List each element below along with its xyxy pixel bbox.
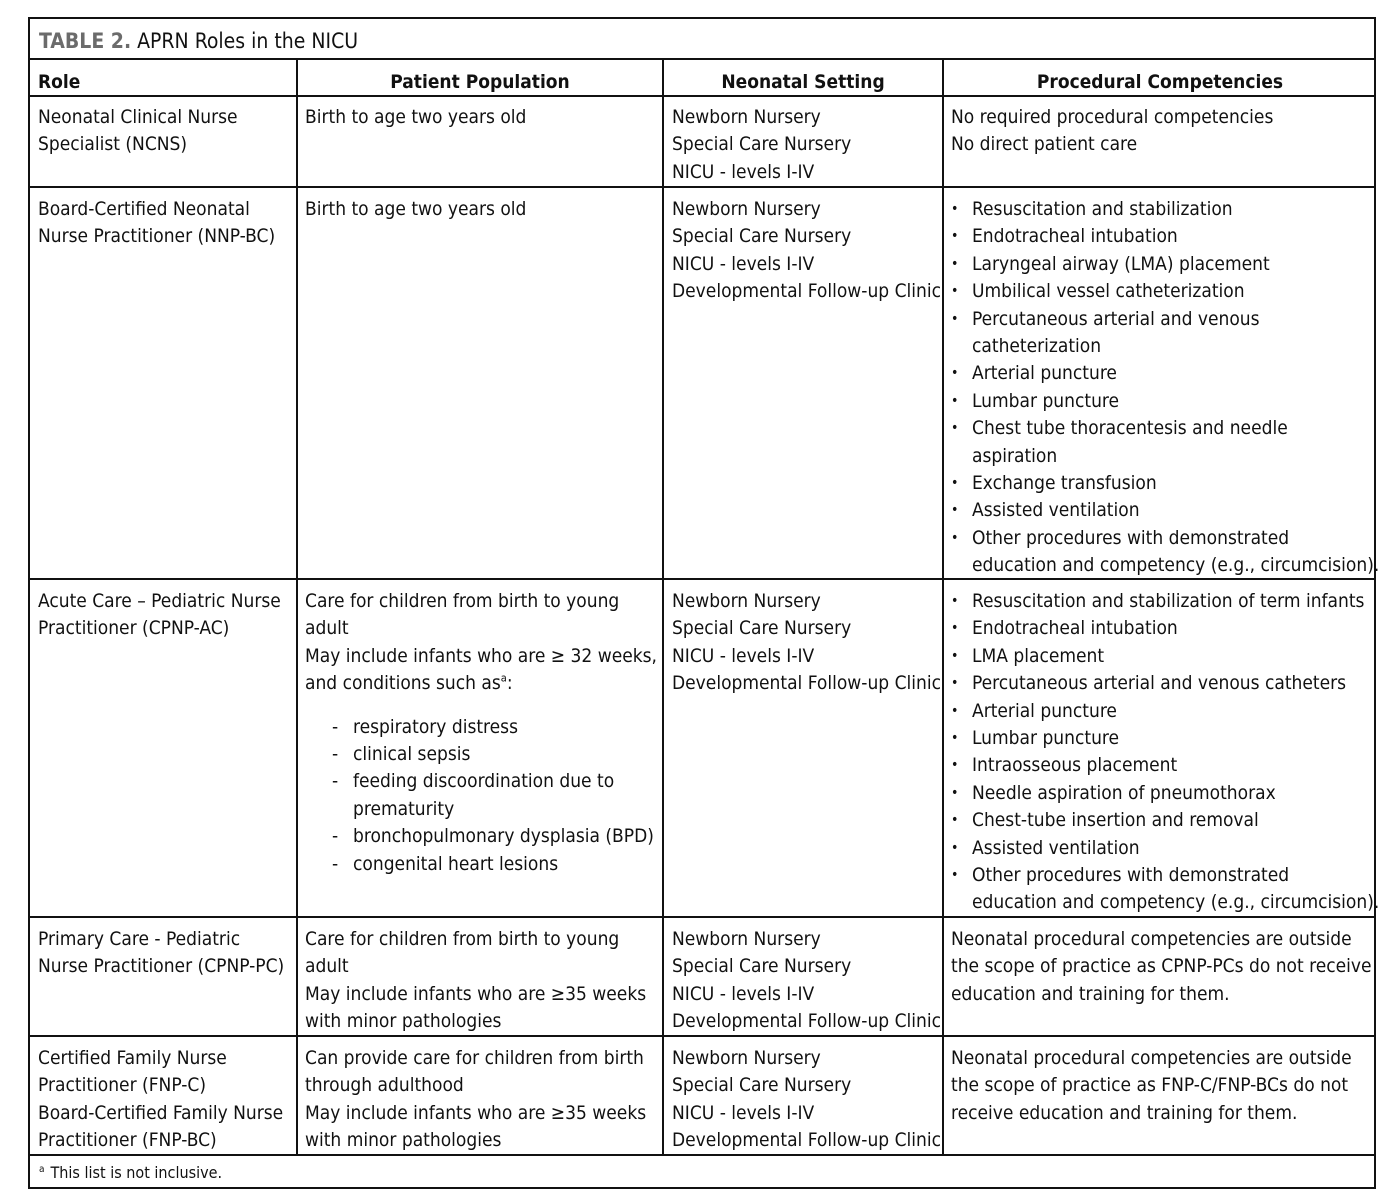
row-cpnp-ac-role: Acute Care – Pediatric Nurse Practitioner (CPNP-AC) <box>38 590 281 640</box>
header-neonatal-setting: Neonatal Setting <box>721 71 885 93</box>
list-item: • Assisted ventilation <box>951 835 1379 862</box>
row-cpnp-ac-competencies <box>951 588 1379 917</box>
row-fnp-population: Can provide care for children from birth through adulthood May include infants who are ≥35 weeks with minor pathologies <box>305 1047 647 1152</box>
title-divider <box>30 58 1374 60</box>
row-nnp-bc-population: Birth to age two years old <box>305 198 527 220</box>
aprn-roles-table <box>28 17 1380 1189</box>
list-item: • Other procedures with demonstrated <box>951 525 1379 552</box>
list-item-continuation: education and competency (e.g., circumcision). <box>972 891 1380 914</box>
footnote-marker: a <box>39 1163 45 1175</box>
header-divider <box>30 95 1374 97</box>
list-item: • Laryngeal airway (LMA) placement <box>951 251 1379 278</box>
list-item: - respiratory distress <box>305 714 657 741</box>
row-divider <box>30 186 1374 188</box>
list-item: • Chest tube thoracentesis and needle <box>951 415 1379 442</box>
list-item: • Arterial puncture <box>951 698 1379 725</box>
list-item-continuation: catheterization <box>972 335 1102 358</box>
list-item: - feeding discoordination due to <box>305 768 657 795</box>
row-nnp-bc-role: Board-Certified Neonatal Nurse Practitioner (NNP-BC) <box>38 198 276 248</box>
row-nnp-bc-competencies <box>951 196 1379 580</box>
row-cpnp-pc-role: Primary Care - Pediatric Nurse Practitioner (CPNP-PC) <box>38 928 285 978</box>
row-cpnp-ac-setting: Newborn Nursery Special Care Nursery NICU - levels I-IV Developmental Follow-up Clinic <box>672 590 941 695</box>
list-item: - clinical sepsis <box>305 741 657 768</box>
table-label: TABLE 2. <box>39 29 132 53</box>
list-item: • Chest-tube insertion and removal <box>951 807 1379 834</box>
row-cpnp-ac-population: Care for children from birth to young adult May include infants who are ≥ 32 weeks, and conditions such $as^a$: - respiratory distress - clinical sepsis - feeding discoordination due to prematurity - bronchopulmonary dysplasia (BPD) - congenital heart lesions <box>305 588 657 878</box>
list-item: • Lumbar puncture <box>951 725 1379 752</box>
list-item: • Percutaneous arterial and venous <box>951 306 1379 333</box>
row-ncns-setting: Newborn Nursery Special Care Nursery NICU - levels I-IV <box>672 106 852 183</box>
row-ncns-role: Neonatal Clinical Nurse Specialist (NCNS) <box>38 106 238 156</box>
row-cpnp-pc-competencies: Neonatal procedural competencies are outside the scope of practice as CPNP-PCs do not receive education and training for them. <box>951 928 1372 1005</box>
table-caption: APRN Roles in the NICU <box>137 29 359 53</box>
header-role: Role <box>38 71 81 93</box>
row-ncns-competencies: No required procedural competencies No direct patient care <box>951 106 1274 156</box>
list-item: • Exchange transfusion <box>951 470 1379 497</box>
spacer <box>305 698 657 714</box>
list-item: - bronchopulmonary dysplasia (BPD) <box>305 823 657 850</box>
row-fnp-role: Certified Family Nurse Practitioner (FNP-C) Board-Certified Family Nurse Practitioner (FNP-BC) <box>38 1047 284 1152</box>
list-item-continuation: education and competency (e.g., circumcision). <box>972 554 1380 577</box>
list-item-continuation: prematurity <box>353 797 455 820</box>
footnote-marker: a <box>500 671 507 685</box>
list-item: • Endotracheal intubation <box>951 615 1379 642</box>
list-item: • Resuscitation and stabilization <box>951 196 1379 223</box>
list-item: - congenital heart lesions <box>305 851 657 878</box>
row-cpnp-pc-population: Care for children from birth to young adult May include infants who are ≥35 weeks with minor pathologies <box>305 928 647 1033</box>
header-procedural-competencies: Procedural Competencies <box>1036 71 1284 93</box>
list-item: • Percutaneous arterial and venous catheters <box>951 670 1379 697</box>
footnote-text: This list is not inclusive. <box>50 1163 223 1182</box>
list-item: • Assisted ventilation <box>951 497 1379 524</box>
column-divider <box>296 58 298 1154</box>
list-item: • Arterial puncture <box>951 360 1379 387</box>
list-item: • Lumbar puncture <box>951 388 1379 415</box>
list-item: • Resuscitation and stabilization of term infants <box>951 588 1379 615</box>
header-patient-population: Patient Population <box>390 71 570 93</box>
row-fnp-setting: Newborn Nursery Special Care Nursery NICU - levels I-IV Developmental Follow-up Clinic <box>672 1047 941 1152</box>
list-item: • LMA placement <box>951 643 1379 670</box>
list-item: • Other procedures with demonstrated <box>951 862 1379 889</box>
list-item: • Needle aspiration of pneumothorax <box>951 780 1379 807</box>
list-item: • Intraosseous placement <box>951 752 1379 779</box>
list-item: • Endotracheal intubation <box>951 223 1379 250</box>
list-item-continuation: aspiration <box>972 444 1058 467</box>
column-divider <box>942 58 944 1154</box>
row-fnp-competencies: Neonatal procedural competencies are outside the scope of practice as FNP-C/FNP-BCs do not receive education and training for them. <box>951 1047 1352 1124</box>
row-ncns-population: Birth to age two years old <box>305 106 527 128</box>
table-title <box>39 27 358 55</box>
list-item: • Umbilical vessel catheterization <box>951 278 1379 305</box>
row-nnp-bc-setting: Newborn Nursery Special Care Nursery NICU - levels I-IV Developmental Follow-up Clinic <box>672 198 941 303</box>
table-footnote <box>39 1162 222 1184</box>
column-divider <box>662 58 664 1154</box>
row-cpnp-pc-setting: Newborn Nursery Special Care Nursery NICU - levels I-IV Developmental Follow-up Clinic <box>672 928 941 1033</box>
